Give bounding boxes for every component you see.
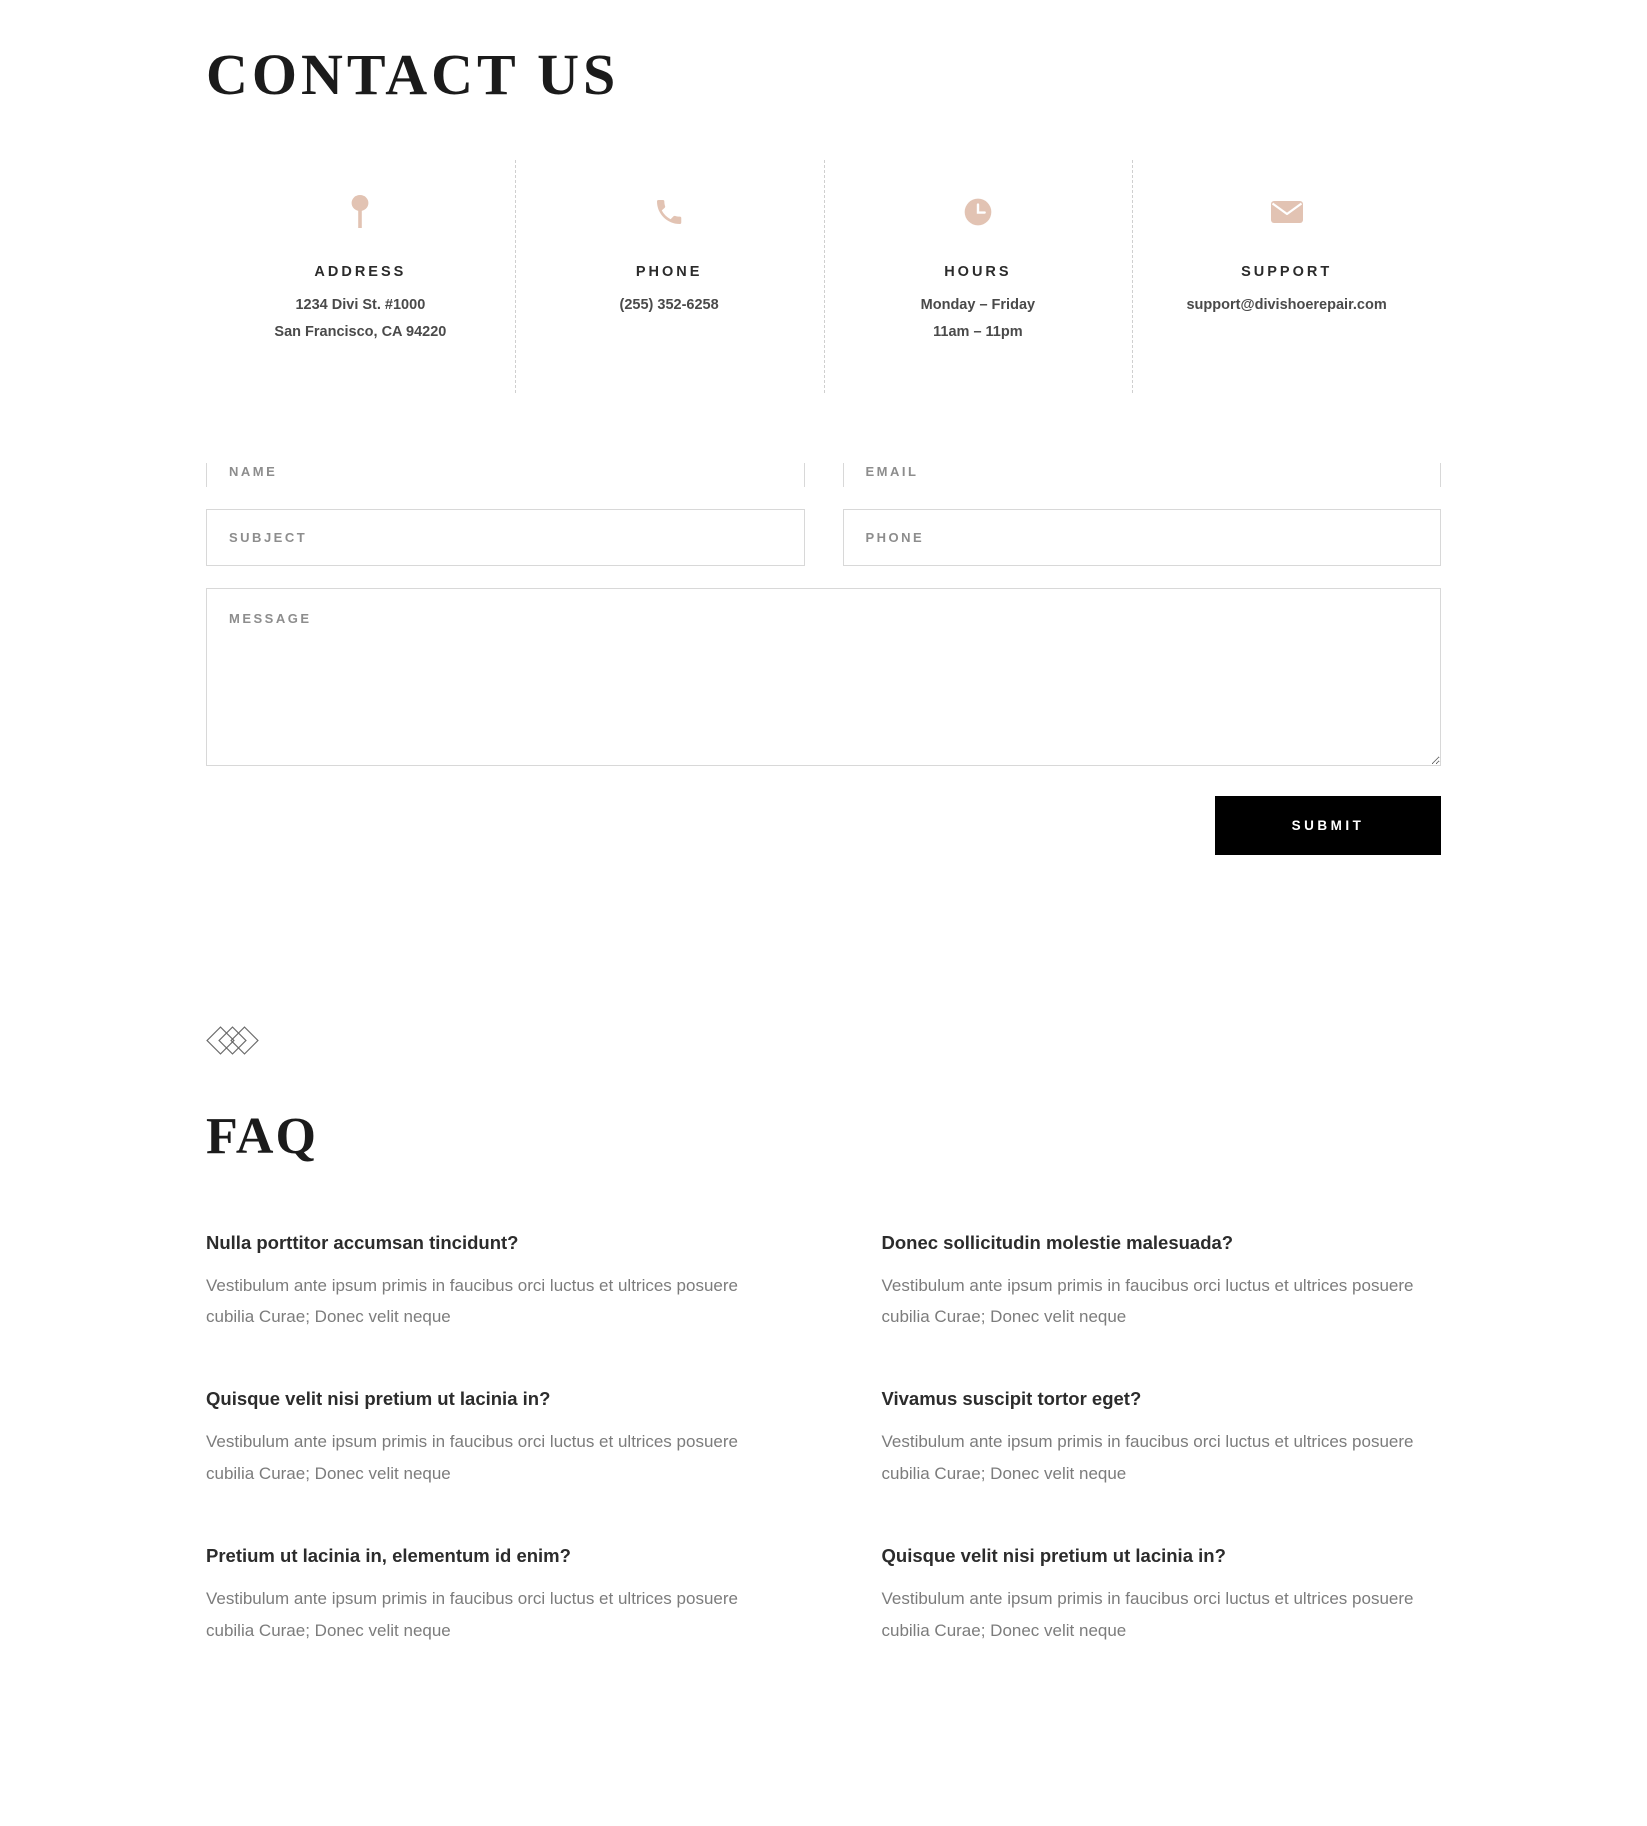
submit-row (206, 796, 1441, 855)
info-line-1: 1234 Divi St. #1000 (295, 296, 426, 313)
faq-item (882, 1230, 1442, 1333)
faq-question: Nulla porttitor accumsan tincidunt? (206, 1231, 519, 1253)
phone-field-wrapper (843, 509, 1442, 566)
form-row-name-email (206, 463, 1441, 487)
info-value (525, 292, 814, 320)
form-row-message (206, 588, 1441, 771)
info-label: HOURS (944, 263, 1012, 280)
info-label: PHONE (635, 263, 703, 280)
faq-list (206, 1230, 1441, 1700)
clock-icon (834, 188, 1123, 236)
support-email-link[interactable]: support@divishoerepair.com (1186, 296, 1387, 313)
faq-question: Quisque velit nisi pretium ut lacinia in? (206, 1388, 551, 1410)
faq-question: Vivamus suscipit tortor eget? (881, 1388, 1142, 1410)
message-field-wrapper (206, 588, 1441, 771)
info-value (1142, 292, 1431, 320)
info-column-support (1132, 166, 1441, 393)
info-column-hours (824, 166, 1133, 393)
faq-question: Pretium ut lacinia in, elementum id enim? (206, 1545, 571, 1567)
faq-item (206, 1386, 766, 1489)
info-value (216, 292, 505, 347)
message-textarea[interactable] (206, 588, 1441, 766)
faq-section (0, 1025, 1647, 1700)
faq-answer: Vestibulum ante ipsum primis in faucibus orci luctus et ultrices posuere cubilia Curae; Donec velit neque (206, 1432, 738, 1483)
info-value (834, 292, 1123, 347)
phone-icon (525, 188, 814, 236)
faq-item (882, 1543, 1442, 1646)
info-column-phone (515, 166, 824, 393)
faq-title: FAQ (206, 1107, 318, 1165)
form-row-subject-phone (206, 509, 1441, 566)
faq-item (882, 1386, 1442, 1489)
envelope-icon (1142, 188, 1431, 236)
info-line-1: (255) 352-6258 (619, 296, 719, 313)
subject-field-wrapper (206, 509, 805, 566)
diamond-divider-icon (206, 1025, 1441, 1065)
info-column-address (206, 166, 515, 393)
info-line-2: 11am – 11pm (933, 324, 1023, 341)
faq-question: Quisque velit nisi pretium ut lacinia in? (881, 1545, 1226, 1567)
phone-input[interactable] (843, 509, 1442, 566)
info-label: ADDRESS (314, 263, 407, 280)
name-input[interactable] (206, 463, 805, 487)
faq-answer: Vestibulum ante ipsum primis in faucibus orci luctus et ultrices posuere cubilia Curae; Donec velit neque (881, 1589, 1414, 1640)
subject-input[interactable] (206, 509, 805, 566)
email-input[interactable] (843, 463, 1442, 487)
map-pin-icon (216, 188, 505, 236)
faq-answer: Vestibulum ante ipsum primis in faucibus orci luctus et ultrices posuere cubilia Curae; Donec velit neque (881, 1432, 1414, 1483)
info-label: SUPPORT (1241, 263, 1333, 280)
faq-answer: Vestibulum ante ipsum primis in faucibus orci luctus et ultrices posuere cubilia Curae; Donec velit neque (206, 1589, 738, 1640)
faq-item (206, 1543, 766, 1646)
page-title: CONTACT US (206, 42, 620, 107)
faq-item (206, 1230, 766, 1333)
info-line-2: San Francisco, CA 94220 (274, 324, 447, 341)
contact-info-strip (0, 166, 1647, 393)
name-field-wrapper (206, 463, 805, 487)
contact-form (0, 463, 1647, 855)
submit-button[interactable]: SUBMIT (1215, 796, 1441, 855)
info-line-1: Monday – Friday (920, 296, 1036, 313)
faq-question: Donec sollicitudin molestie malesuada? (881, 1231, 1234, 1253)
faq-answer: Vestibulum ante ipsum primis in faucibus orci luctus et ultrices posuere cubilia Curae; Donec velit neque (206, 1275, 738, 1327)
email-field-wrapper (843, 463, 1442, 487)
faq-answer: Vestibulum ante ipsum primis in faucibus orci luctus et ultrices posuere cubilia Curae; Donec velit neque (881, 1275, 1414, 1327)
